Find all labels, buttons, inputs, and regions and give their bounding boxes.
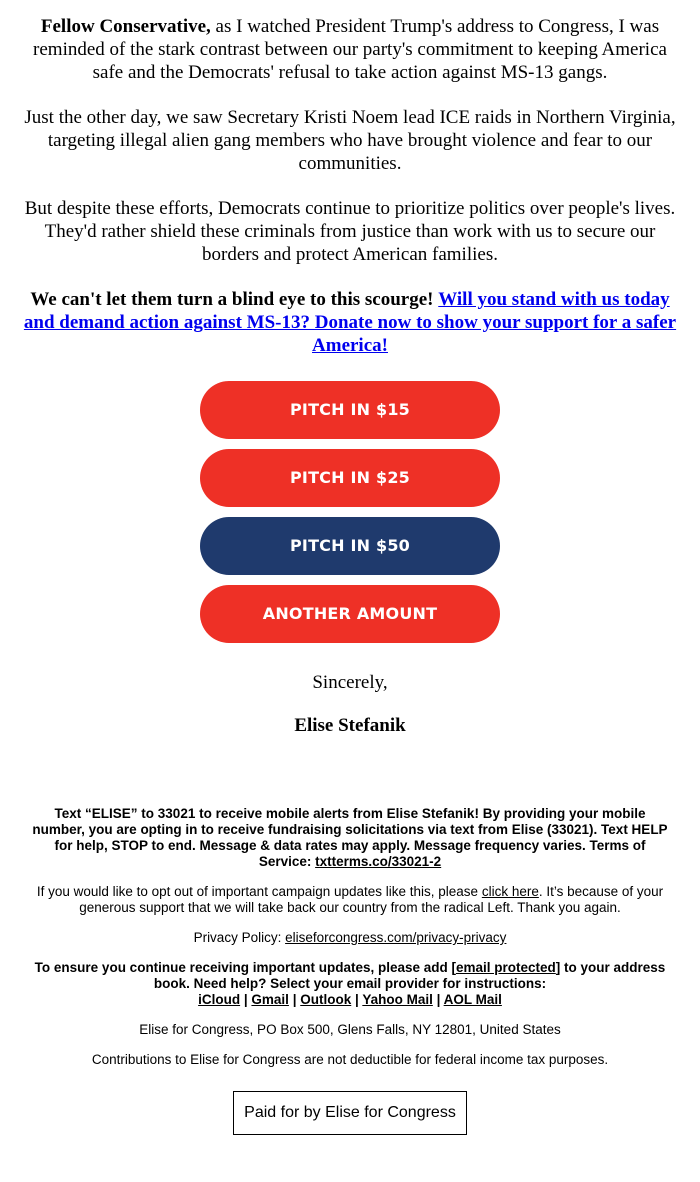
paragraph-democrats: But despite these efforts, Democrats continue to prioritize politics over people's lives. They'd rather shield these criminals from justice than work with us to secure our borders and protect American families. (24, 198, 676, 265)
email-body (16, 0, 684, 1135)
optout-notice (16, 884, 684, 916)
optout-link[interactable]: click here (481, 884, 539, 899)
donate-link[interactable]: Will you stand with us today and demand action against MS-13? Donate now to show your support for a safer America! (23, 289, 677, 356)
provider-separator: | (436, 992, 441, 1007)
intro-text: as I watched President Trump's address to Congress, I was reminded of the stark contrast between our party's commitment to keeping America safe and the Democrats' refusal to take action against MS-13 gangs. (33, 16, 667, 83)
contributions-disclaimer: Contributions to Elise for Congress are not deductible for federal income tax purposes. (91, 1052, 609, 1067)
provider-yahoo-link[interactable]: Yahoo Mail (362, 992, 433, 1007)
pitch-in-50-button[interactable]: PITCH IN $50 (200, 517, 500, 575)
paragraph-intro (16, 15, 684, 84)
signer-name: Elise Stefanik (294, 715, 406, 736)
paragraph-ice-raids: Just the other day, we saw Secretary Kristi Noem lead ICE raids in Northern Virginia, targeting illegal alien gang members who have brought violence and fear to our communities. (24, 107, 676, 174)
provider-aol-link[interactable]: AOL Mail (443, 992, 502, 1007)
pitch-in-25-button[interactable]: PITCH IN $25 (200, 449, 500, 507)
footer (16, 806, 684, 1068)
whitelist-text-after: ] to your address book. Need help? Select your email provider for instructions: (153, 960, 666, 991)
email-protected-link[interactable]: email protected (456, 960, 556, 975)
paragraph-ask (16, 288, 684, 357)
sms-text: Text “ELISE” to 33021 to receive mobile alerts from Elise Stefanik! By providing your mobile number, you are opting in to receive fundraising solicitations via text from Elise (33021). Text HELP for help, STOP to end. Message & data rates may apply. Message frequency varies. Terms of Service: (32, 806, 668, 869)
ask-bold-text: We can't let them turn a blind eye to this scourge! (30, 289, 434, 310)
paid-for-box: Paid for by Elise for Congress (233, 1091, 467, 1135)
provider-separator: | (355, 992, 359, 1007)
whitelist-text-before: To ensure you continue receiving important updates, please add [ (34, 960, 456, 975)
provider-gmail-link[interactable]: Gmail (251, 992, 289, 1007)
provider-separator: | (292, 992, 297, 1007)
provider-outlook-link[interactable]: Outlook (300, 992, 352, 1007)
optout-text-after: . It’s because of your generous support that we will take back our country from the radical Left. Thank you again. (79, 884, 664, 915)
pitch-in-15-button[interactable]: PITCH IN $15 (200, 381, 500, 439)
whitelist-notice (16, 960, 684, 1008)
mailing-address: Elise for Congress, PO Box 500, Glens Falls, NY 12801, United States (139, 1022, 561, 1037)
provider-separator: | (243, 992, 248, 1007)
privacy-link[interactable]: eliseforcongress.com/privacy-privacy (285, 930, 507, 945)
sms-terms-link[interactable]: txtterms.co/33021-2 (315, 854, 442, 869)
optout-text-before: If you would like to opt out of important campaign updates like this, please (36, 884, 482, 899)
greeting: Fellow Conservative, (40, 16, 211, 37)
privacy-policy (16, 930, 684, 946)
privacy-label: Privacy Policy: (193, 930, 286, 945)
provider-icloud-link[interactable]: iCloud (198, 992, 241, 1007)
closing: Sincerely, (312, 672, 388, 693)
another-amount-button[interactable]: ANOTHER AMOUNT (200, 585, 500, 643)
donation-buttons (200, 381, 500, 643)
sms-disclaimer (16, 806, 684, 870)
